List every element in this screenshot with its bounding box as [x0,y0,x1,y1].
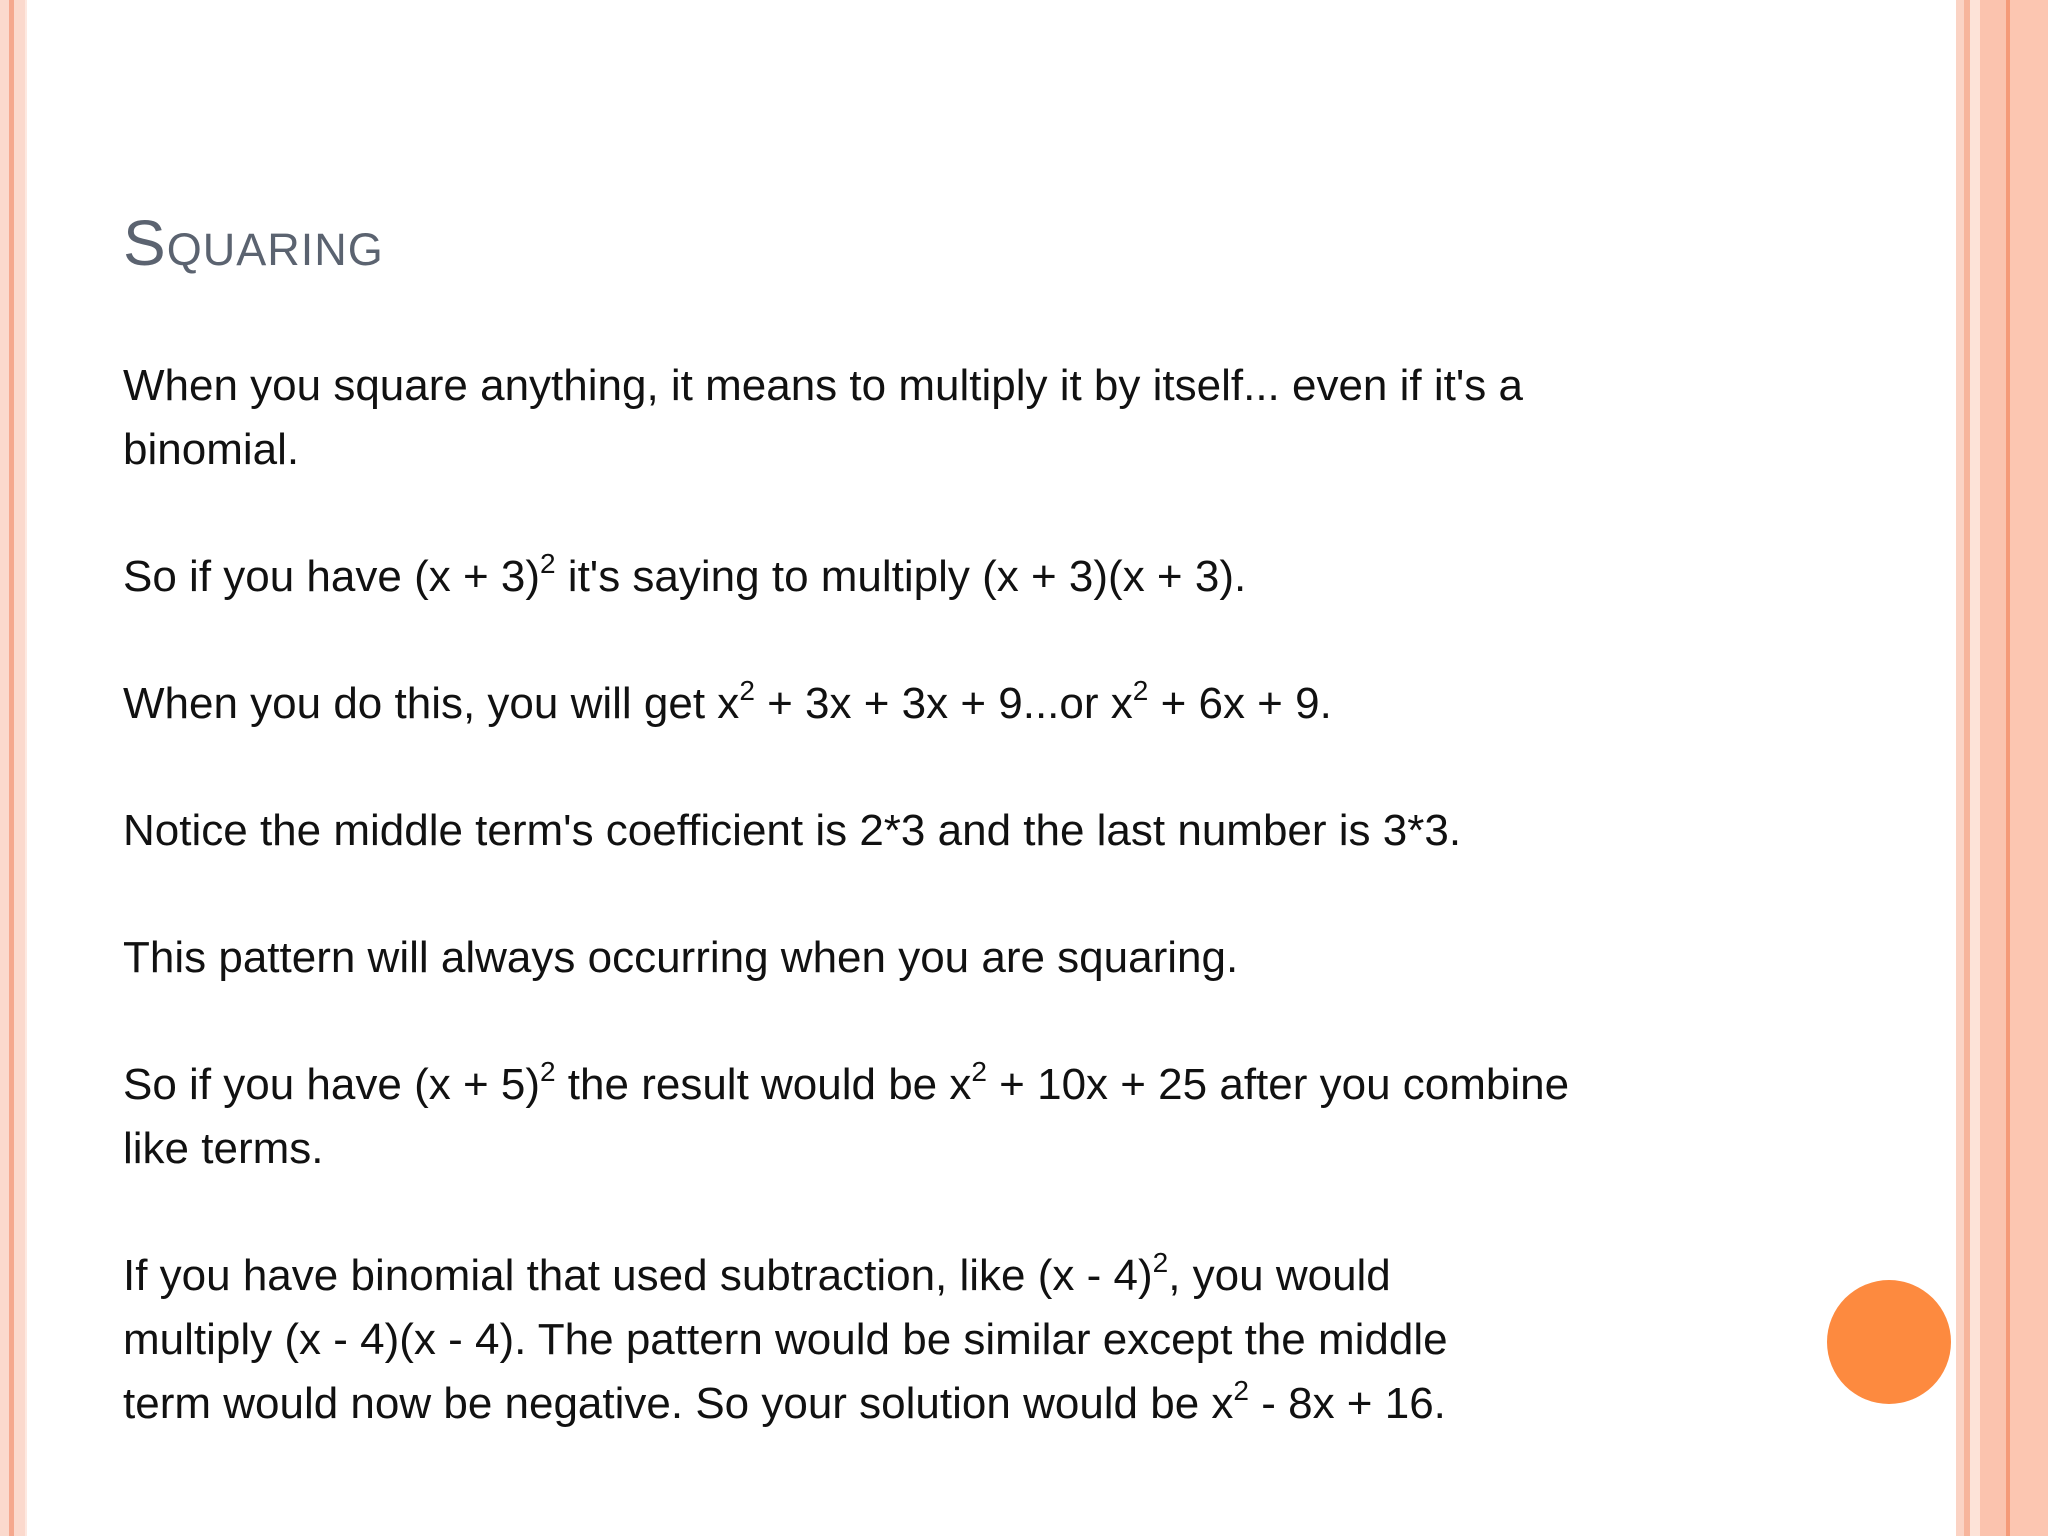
exponent: 2 [540,548,556,579]
text-segment: it's saying to multiply (x + 3)(x + 3). [555,552,1247,601]
slide-title: Squaring [123,207,384,279]
paragraph-subtraction [123,1244,1823,1436]
text-segment: - 8x + 16. [1249,1379,1446,1428]
exponent: 2 [1152,1247,1169,1278]
decorative-circle-icon [1827,1280,1951,1404]
text-segment: + 10x + 25 after you combine [986,1060,1570,1109]
text-segment: So if you have (x + 3) [123,552,540,601]
right-border-stripe [1956,0,1964,1536]
text-segment: So if you have (x + 5) [123,1060,540,1109]
text-segment: term would now be negative. So your solution would be x [123,1379,1234,1428]
exponent: 2 [540,1056,556,1087]
text-segment: This pattern will always occurring when you are squaring. [123,933,1239,982]
text-line: like terms. [123,1124,324,1173]
paragraph-notice [123,799,1823,863]
paragraph-definition [123,354,1823,482]
paragraph-example-x-plus-3 [123,545,1823,609]
text-line: When you square anything, it means to multiply it by itself... even if it's a [123,361,1523,410]
text-segment: If you have binomial that used subtraction, like (x - 4) [123,1251,1153,1300]
right-border-stripe [1980,0,2006,1536]
left-border-inner [25,0,27,1536]
right-border-stripe [2010,0,2048,1536]
text-line: binomial. [123,425,300,474]
paragraph-example-x-plus-5 [123,1053,1823,1181]
text-segment: the result would be x [555,1060,972,1109]
text-segment: When you do this, you will get x [123,679,740,728]
text-segment: + 3x + 3x + 9...or x [754,679,1133,728]
paragraph-pattern [123,926,1823,990]
text-segment: Notice the middle term's coefficient is 2*3 and the last number is 3*3. [123,806,1462,855]
paragraph-expansion [123,672,1823,736]
slide-body [123,354,1823,1499]
exponent: 2 [1233,1375,1249,1406]
exponent: 2 [739,675,755,706]
left-border-line [9,0,14,1536]
text-line: multiply (x - 4)(x - 4). The pattern would be similar except the middle [123,1315,1448,1364]
text-segment: , you would [1168,1251,1391,1300]
exponent: 2 [1132,675,1149,706]
text-segment: + 6x + 9. [1148,679,1332,728]
right-border-stripe [1970,0,1980,1536]
exponent: 2 [971,1056,987,1087]
